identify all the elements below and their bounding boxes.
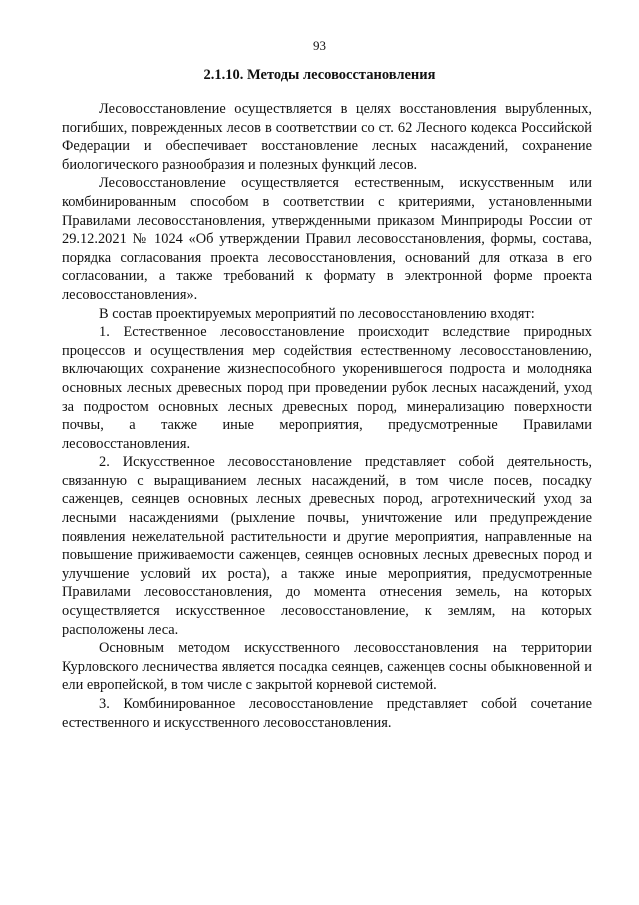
paragraph-natural-reforestation: 1. Естественное лесовосстановление происходит вследствие природных процессов и осуществления мер содействия естественному лесовосстановлению, включающих сохранение жизнеспособного укоренившегося подроста и молодняка основных лесных древесных пород при проведении рубок лесных насаждений, уход за подростом основных лесных древесных пород, минерализацию поверхности почвы, а также иные мероприятия, предусмотренные Правилами лесовосстановления.	[62, 324, 592, 452]
section-heading: 2.1.10. Методы лесовосстановления	[203, 67, 436, 83]
document-body	[62, 100, 592, 732]
paragraph-composition: В состав проектируемых мероприятий по лесовосстановлению входят:	[99, 305, 535, 322]
paragraph-artificial-reforestation: 2. Искусственное лесовосстановление представляет собой деятельность, связанную с выращиванием лесных насаждений, в том числе посев, посадку саженцев, сеянцев основных лесных древесных пород, агротехнический уход за лесными насаждениями (рыхление почвы, уничтожение или предупреждение появления нежелательной растительности и другие мероприятия, направленные на повышение приживаемости саженцев, сеянцев основных лесных древесных пород и улучшение условий их роста), а также иные мероприятия, предусмотренные Правилами лесовосстановления, до момента отнесения земель, на которых осуществляется искусственное лесовосстановление, к землям, на которых расположены леса.	[62, 454, 592, 638]
paragraph-main-method: Основным методом искусственного лесовосстановления на территории Курловского лесничества является посадка сеянцев, саженцев сосны обыкновенной и ели европейской, в том числе с закрытой корневой системой.	[62, 640, 592, 694]
paragraph-combined-reforestation: 3. Комбинированное лесовосстановление представляет собой сочетание естественного и искусственного лесовосстановления.	[62, 696, 592, 731]
paragraph-methods: Лесовосстановление осуществляется естественным, искусственным или комбинированным способом в соответствии с критериями, установленными Правилами лесовосстановления, утвержденными приказом Минприроды России от 29.12.2021 № 1024 «Об утверждении Правил лесовосстановления, формы, состава, порядка согласования проекта лесовосстановления, оснований для отказа в его согласовании, а также требований к формату в электронной форме проекта лесовосстановления».	[62, 175, 592, 303]
paragraph-purpose: Лесовосстановление осуществляется в целях восстановления вырубленных, погибших, поврежденных лесов в соответствии со ст. 62 Лесного кодекса Российской Федерации и обеспечивает восстановление лесных насаждений, сохранение биологического разнообразия и полезных функций лесов.	[62, 101, 592, 173]
page-number: 93	[313, 38, 326, 53]
